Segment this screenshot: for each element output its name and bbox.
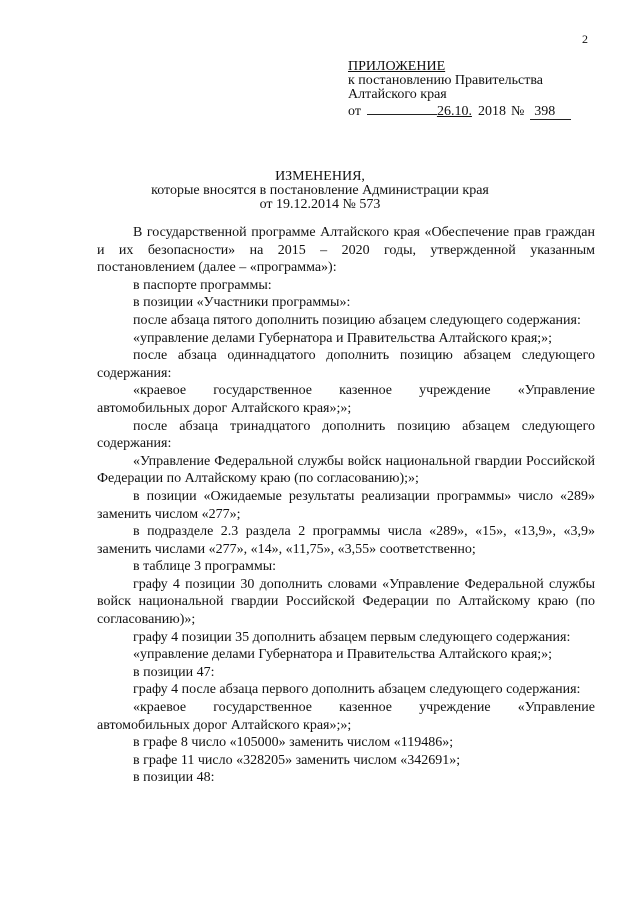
- paragraph: графу 4 после абзаца первого дополнить абзацем следующего содержания:: [133, 682, 581, 698]
- decree-year: 2018: [477, 104, 506, 119]
- number-sign: №: [510, 104, 525, 119]
- paragraph: «Управление Федеральной службы войск национальной гвардии Российской Федерации по Алтайскому краю (по согласованию);»;: [97, 453, 595, 487]
- paragraph: после абзаца одиннадцатого дополнить позицию абзацем следующего содержания:: [97, 348, 595, 381]
- paragraph: графу 4 позиции 35 дополнить абзацем первым следующего содержания:: [133, 629, 571, 645]
- heading-title: ИЗМЕНЕНИЯ,: [275, 169, 365, 184]
- appendix-line-2: Алтайского края: [348, 87, 447, 102]
- paragraph: в позиции 48:: [133, 770, 215, 786]
- paragraph: В государственной программе Алтайского края «Обеспечение прав граждан и их безопасности» на 2015 – 2020 годы, утвержденной указанным постановлением (далее – «программа»):: [97, 225, 595, 276]
- paragraph: «краевое государственное казенное учреждение «Управление автомобильных дорог Алтайского края»;»;: [97, 700, 595, 733]
- document-heading: [0, 170, 640, 212]
- paragraph: в позиции 47:: [133, 664, 215, 680]
- heading-line-2: от 19.12.2014 № 573: [259, 197, 381, 212]
- document-body: [97, 224, 595, 787]
- paragraph: в графе 8 число «105000» заменить числом «119486»;: [133, 735, 454, 751]
- paragraph: «краевое государственное казенное учреждение «Управление автомобильных дорог Алтайского края»;»;: [97, 383, 595, 416]
- appendix-title: ПРИЛОЖЕНИЕ: [348, 59, 446, 74]
- decree-date: 26.10.: [436, 104, 472, 119]
- page-number: 2: [582, 32, 588, 46]
- paragraph: «управление делами Губернатора и Правительства Алтайского края;»;: [133, 330, 553, 346]
- from-label: от: [348, 104, 361, 119]
- paragraph: в позиции «Ожидаемые результаты реализации программы» число «289» заменить числом «277»;: [97, 488, 595, 522]
- date-blank-line: [367, 102, 437, 115]
- paragraph: в таблице 3 программы:: [133, 559, 277, 575]
- paragraph: после абзаца пятого дополнить позицию абзацем следующего содержания:: [133, 312, 581, 328]
- paragraph: после абзаца тринадцатого дополнить позицию абзацем следующего содержания:: [97, 418, 595, 452]
- paragraph: в графе 11 число «328205» заменить числом «342691»;: [133, 752, 461, 768]
- heading-line-1: которые вносятся в постановление Администрации края: [151, 183, 489, 198]
- appendix-line-1: к постановлению Правительства: [348, 73, 544, 88]
- paragraph: в паспорте программы:: [133, 277, 272, 293]
- decree-number: 398: [530, 105, 571, 120]
- appendix-block: [348, 60, 571, 120]
- paragraph: «управление делами Губернатора и Правительства Алтайского края;»;: [133, 647, 553, 663]
- paragraph: графу 4 позиции 30 дополнить словами «Управление Федеральной службы войск национальной гвардии Российской Федерации по Алтайскому краю (по согласованию)»;: [97, 576, 595, 628]
- appendix-date-row: [348, 102, 571, 120]
- paragraph: в позиции «Участники программы»:: [133, 295, 351, 311]
- paragraph: в подразделе 2.3 раздела 2 программы числа «289», «15», «13,9», «3,9» заменить числами «277», «14», «11,75», «3,55» соответственно;: [97, 524, 595, 557]
